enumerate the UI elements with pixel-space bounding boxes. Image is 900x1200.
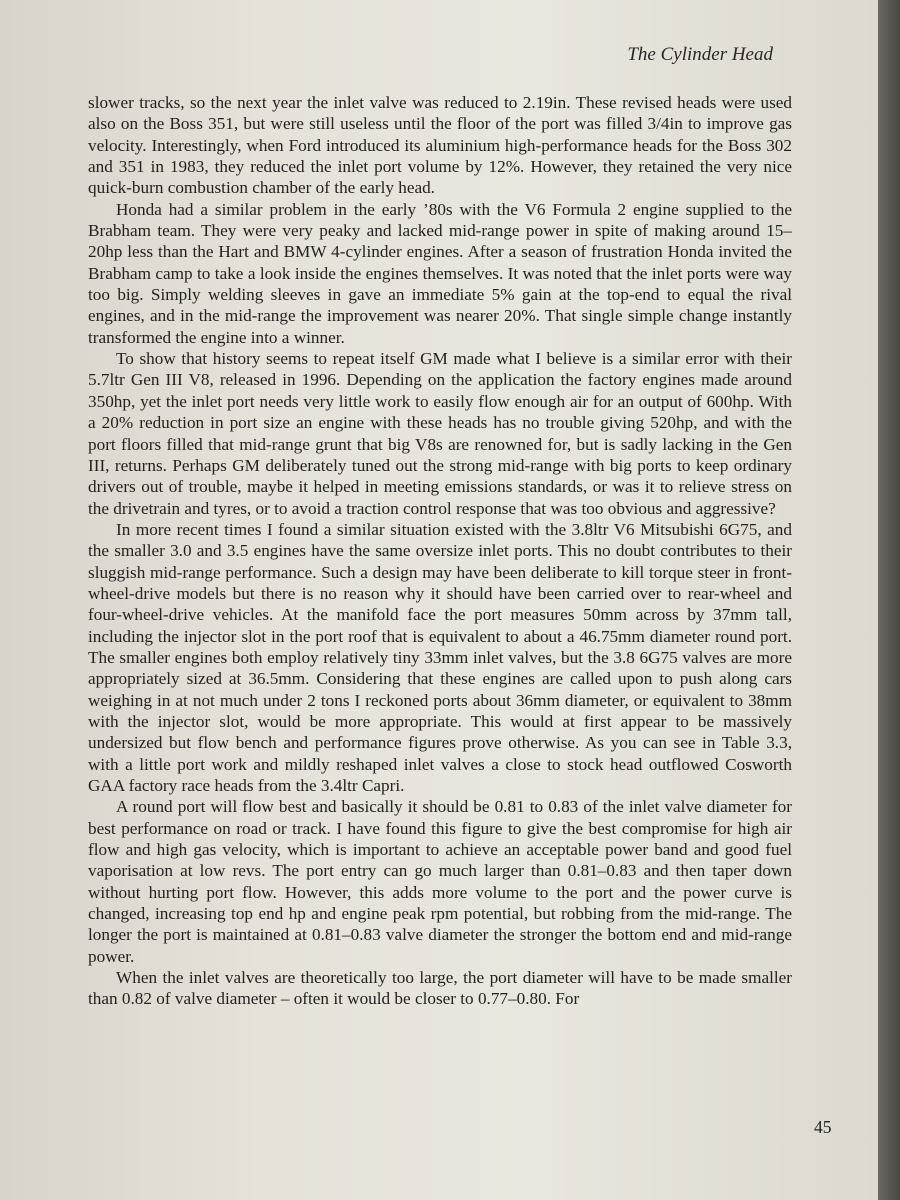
paragraph-round-port: A round port will flow best and basically it should be 0.81 to 0.83 of the inlet valve diameter for best performance on road or track. I have found this figure to give the best compromise for high air flow and high gas velocity, which is important to achieve an acceptable power band and good fuel vaporisation at low revs. The port entry can go much larger than 0.81–0.83 and then taper down without hurting port flow. However, this adds more volume to the port and the power curve is changed, increasing top end hp and engine peak rpm potential, but robbing from the mid-range. The longer the port is maintained at 0.81–0.83 valve diameter the stronger the bottom end and mid-range power. — [88, 797, 792, 966]
running-head: The Cylinder Head — [627, 44, 773, 65]
paragraph-inlet-valves: When the inlet valves are theoretically too large, the port diameter will have to be made smaller than 0.82 of valve diameter – often it would be closer to 0.77–0.80. For — [88, 968, 792, 1009]
paragraph-gm: To show that history seems to repeat itself GM made what I believe is a similar error with their 5.7ltr Gen III V8, released in 1996. Depending on the application the factory engines made around 350hp, yet the inlet port needs very little work to easily flow enough air for an output of 600hp. With a 20% reduction in port size an engine with these heads has no trouble giving 520hp, and with the port floors filled that mid-range grunt that big V8s are renowned for, but is sadly lacking in the Gen III, returns. Perhaps GM deliberately tuned out the strong mid-range with big ports to keep ordinary drivers out of trouble, maybe it helped in meeting emissions standards, or was it to relieve stress on the drivetrain and tyres, or to avoid a traction control response that was too obvious and aggressive? — [88, 349, 792, 518]
paragraph-mitsubishi: In more recent times I found a similar situation existed with the 3.8ltr V6 Mitsubishi 6G75, and the smaller 3.0 and 3.5 engines have the same oversize inlet ports. This no doubt contributes to their sluggish mid-range performance. Such a design may have been deliberate to kill torque steer in front-wheel-drive models but there is no reason why it should have been carried over to rear-wheel and four-wheel-drive vehicles. At the manifold face the port measures 50mm across by 37mm tall, including the injector slot in the port roof that is equivalent to about a 46.75mm diameter round port. The smaller engines both employ relatively tiny 33mm inlet valves, but the 3.8 6G75 valves are more appropriately sized at 36.5mm. Considering that these engines are called upon to push along cars weighing in at not much under 2 tons I reckoned ports about 36mm diameter, or equivalent to 38mm with the injector slot, would be more appropriate. This would at first appear to be massively undersized but flow bench and performance figures prove otherwise. As you can see in Table 3.3, with a little port work and mildly reshaped inlet valves a close to stock head outflowed Cosworth GAA factory race heads from the 3.4ltr Capri. — [88, 519, 792, 795]
book-spine-edge — [878, 0, 900, 1200]
page-number: 45 — [814, 1117, 832, 1137]
paragraph-honda: Honda had a similar problem in the early ’80s with the V6 Formula 2 engine supplied to the Brabham team. They were very peaky and lacked mid-range power in spite of making around 15–20hp less than the Hart and BMW 4-cylinder engines. After a season of frustration Honda invited the Brabham camp to take a look inside the engines themselves. It was noted that the inlet ports were way too big. Simply welding sleeves in gave an immediate 5% gain at the top-end to equal the rival engines, and in the mid-range the improvement was nearer 20%. That single simple change instantly transformed the engine into a winner. — [88, 199, 792, 347]
paragraph-continued: slower tracks, so the next year the inlet valve was reduced to 2.19in. These revised heads were used also on the Boss 351, but were still useless until the floor of the port was filled 3/4in to improve gas velocity. Interestingly, when Ford introduced its aluminium high-performance heads for the Boss 302 and 351 in 1983, they reduced the inlet port volume by 12%. However, they retained the very nice quick-burn combustion chamber of the early head. — [88, 93, 792, 198]
body-text — [88, 92, 792, 1010]
